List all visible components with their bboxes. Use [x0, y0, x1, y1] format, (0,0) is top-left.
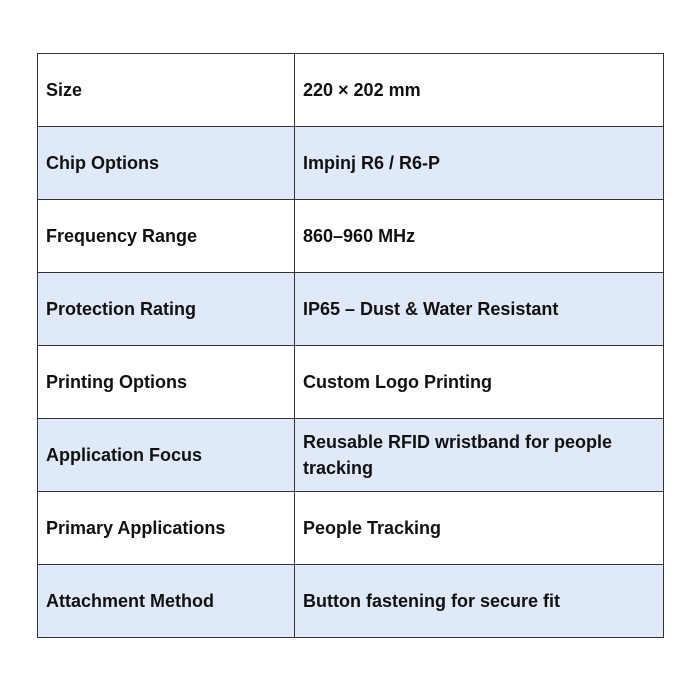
spec-label: Attachment Method: [38, 565, 295, 638]
spec-label: Primary Applications: [38, 492, 295, 565]
spec-row-application-focus: [38, 419, 664, 492]
spec-label: Chip Options: [38, 127, 295, 200]
spec-label: Size: [38, 54, 295, 127]
spec-value: IP65 – Dust & Water Resistant: [295, 273, 664, 346]
spec-row-protection-rating: [38, 273, 664, 346]
spec-table: [37, 53, 664, 638]
spec-value: Button fastening for secure fit: [295, 565, 664, 638]
spec-label: Frequency Range: [38, 200, 295, 273]
spec-row-printing-options: [38, 346, 664, 419]
spec-value: Custom Logo Printing: [295, 346, 664, 419]
spec-value: Reusable RFID wristband for people tracking: [295, 419, 664, 492]
spec-row-attachment-method: [38, 565, 664, 638]
spec-value: Impinj R6 / R6-P: [295, 127, 664, 200]
spec-label: Protection Rating: [38, 273, 295, 346]
spec-row-size: [38, 54, 664, 127]
spec-label: Application Focus: [38, 419, 295, 492]
spec-value: 220 × 202 mm: [295, 54, 664, 127]
spec-value: 860–960 MHz: [295, 200, 664, 273]
spec-row-chip-options: [38, 127, 664, 200]
spec-row-primary-applications: [38, 492, 664, 565]
spec-value: People Tracking: [295, 492, 664, 565]
spec-label: Printing Options: [38, 346, 295, 419]
spec-row-frequency-range: [38, 200, 664, 273]
